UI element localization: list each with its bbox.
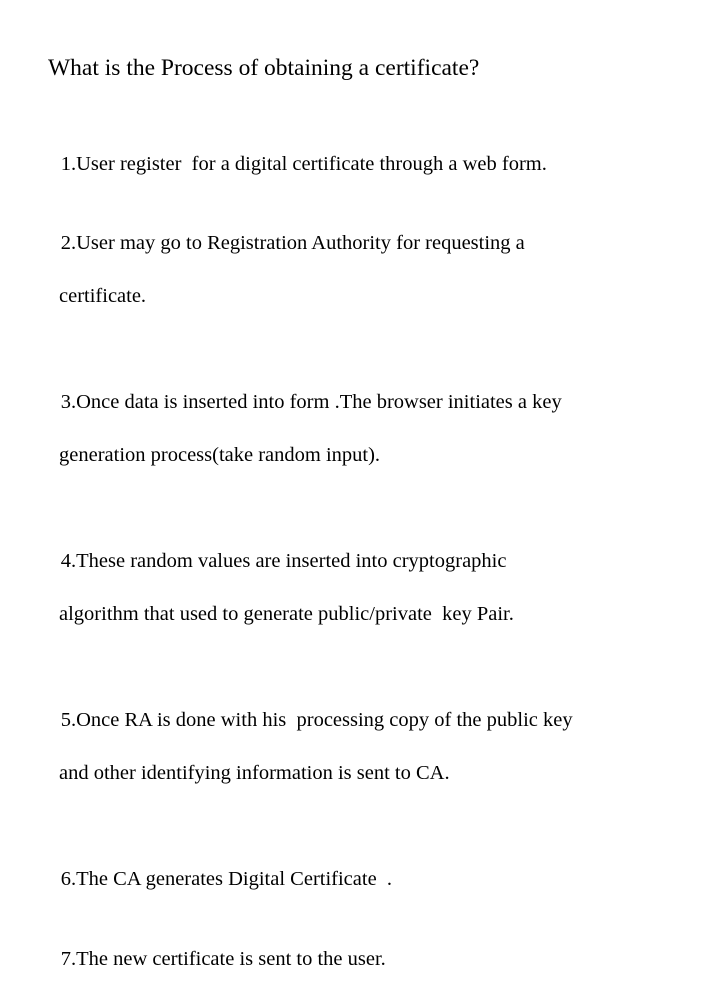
list-item [30,363,573,522]
list-item-continuation: generation process(take random input). [59,444,381,466]
list-item-text: 7.The new certificate is sent to the user. [60,947,386,970]
steps-list [30,124,573,999]
list-item-text: 3.Once data is inserted into form .The browser initiates a key [60,391,562,413]
list-item [30,124,573,204]
list-item-text: 5.Once RA is done with his processing copy of the public key [60,709,573,731]
list-item [30,919,573,999]
list-item [30,204,573,363]
slide-title: What is the Process of obtaining a certificate? [48,55,480,81]
list-item [30,840,573,920]
list-item-continuation: certificate. [59,285,147,307]
list-item-continuation: algorithm that used to generate public/private key Pair. [59,603,514,625]
list-item [30,522,573,681]
list-item-text: 4.These random values are inserted into cryptographic [60,550,507,572]
list-item-text: 2.User may go to Registration Authority for requesting a [60,232,525,254]
list-item-continuation: and other identifying information is sent to CA. [59,762,450,784]
list-item-text: 1.User register for a digital certificate through a web form. [60,152,547,175]
list-item [30,681,573,840]
list-item-text: 6.The CA generates Digital Certificate . [60,868,393,890]
